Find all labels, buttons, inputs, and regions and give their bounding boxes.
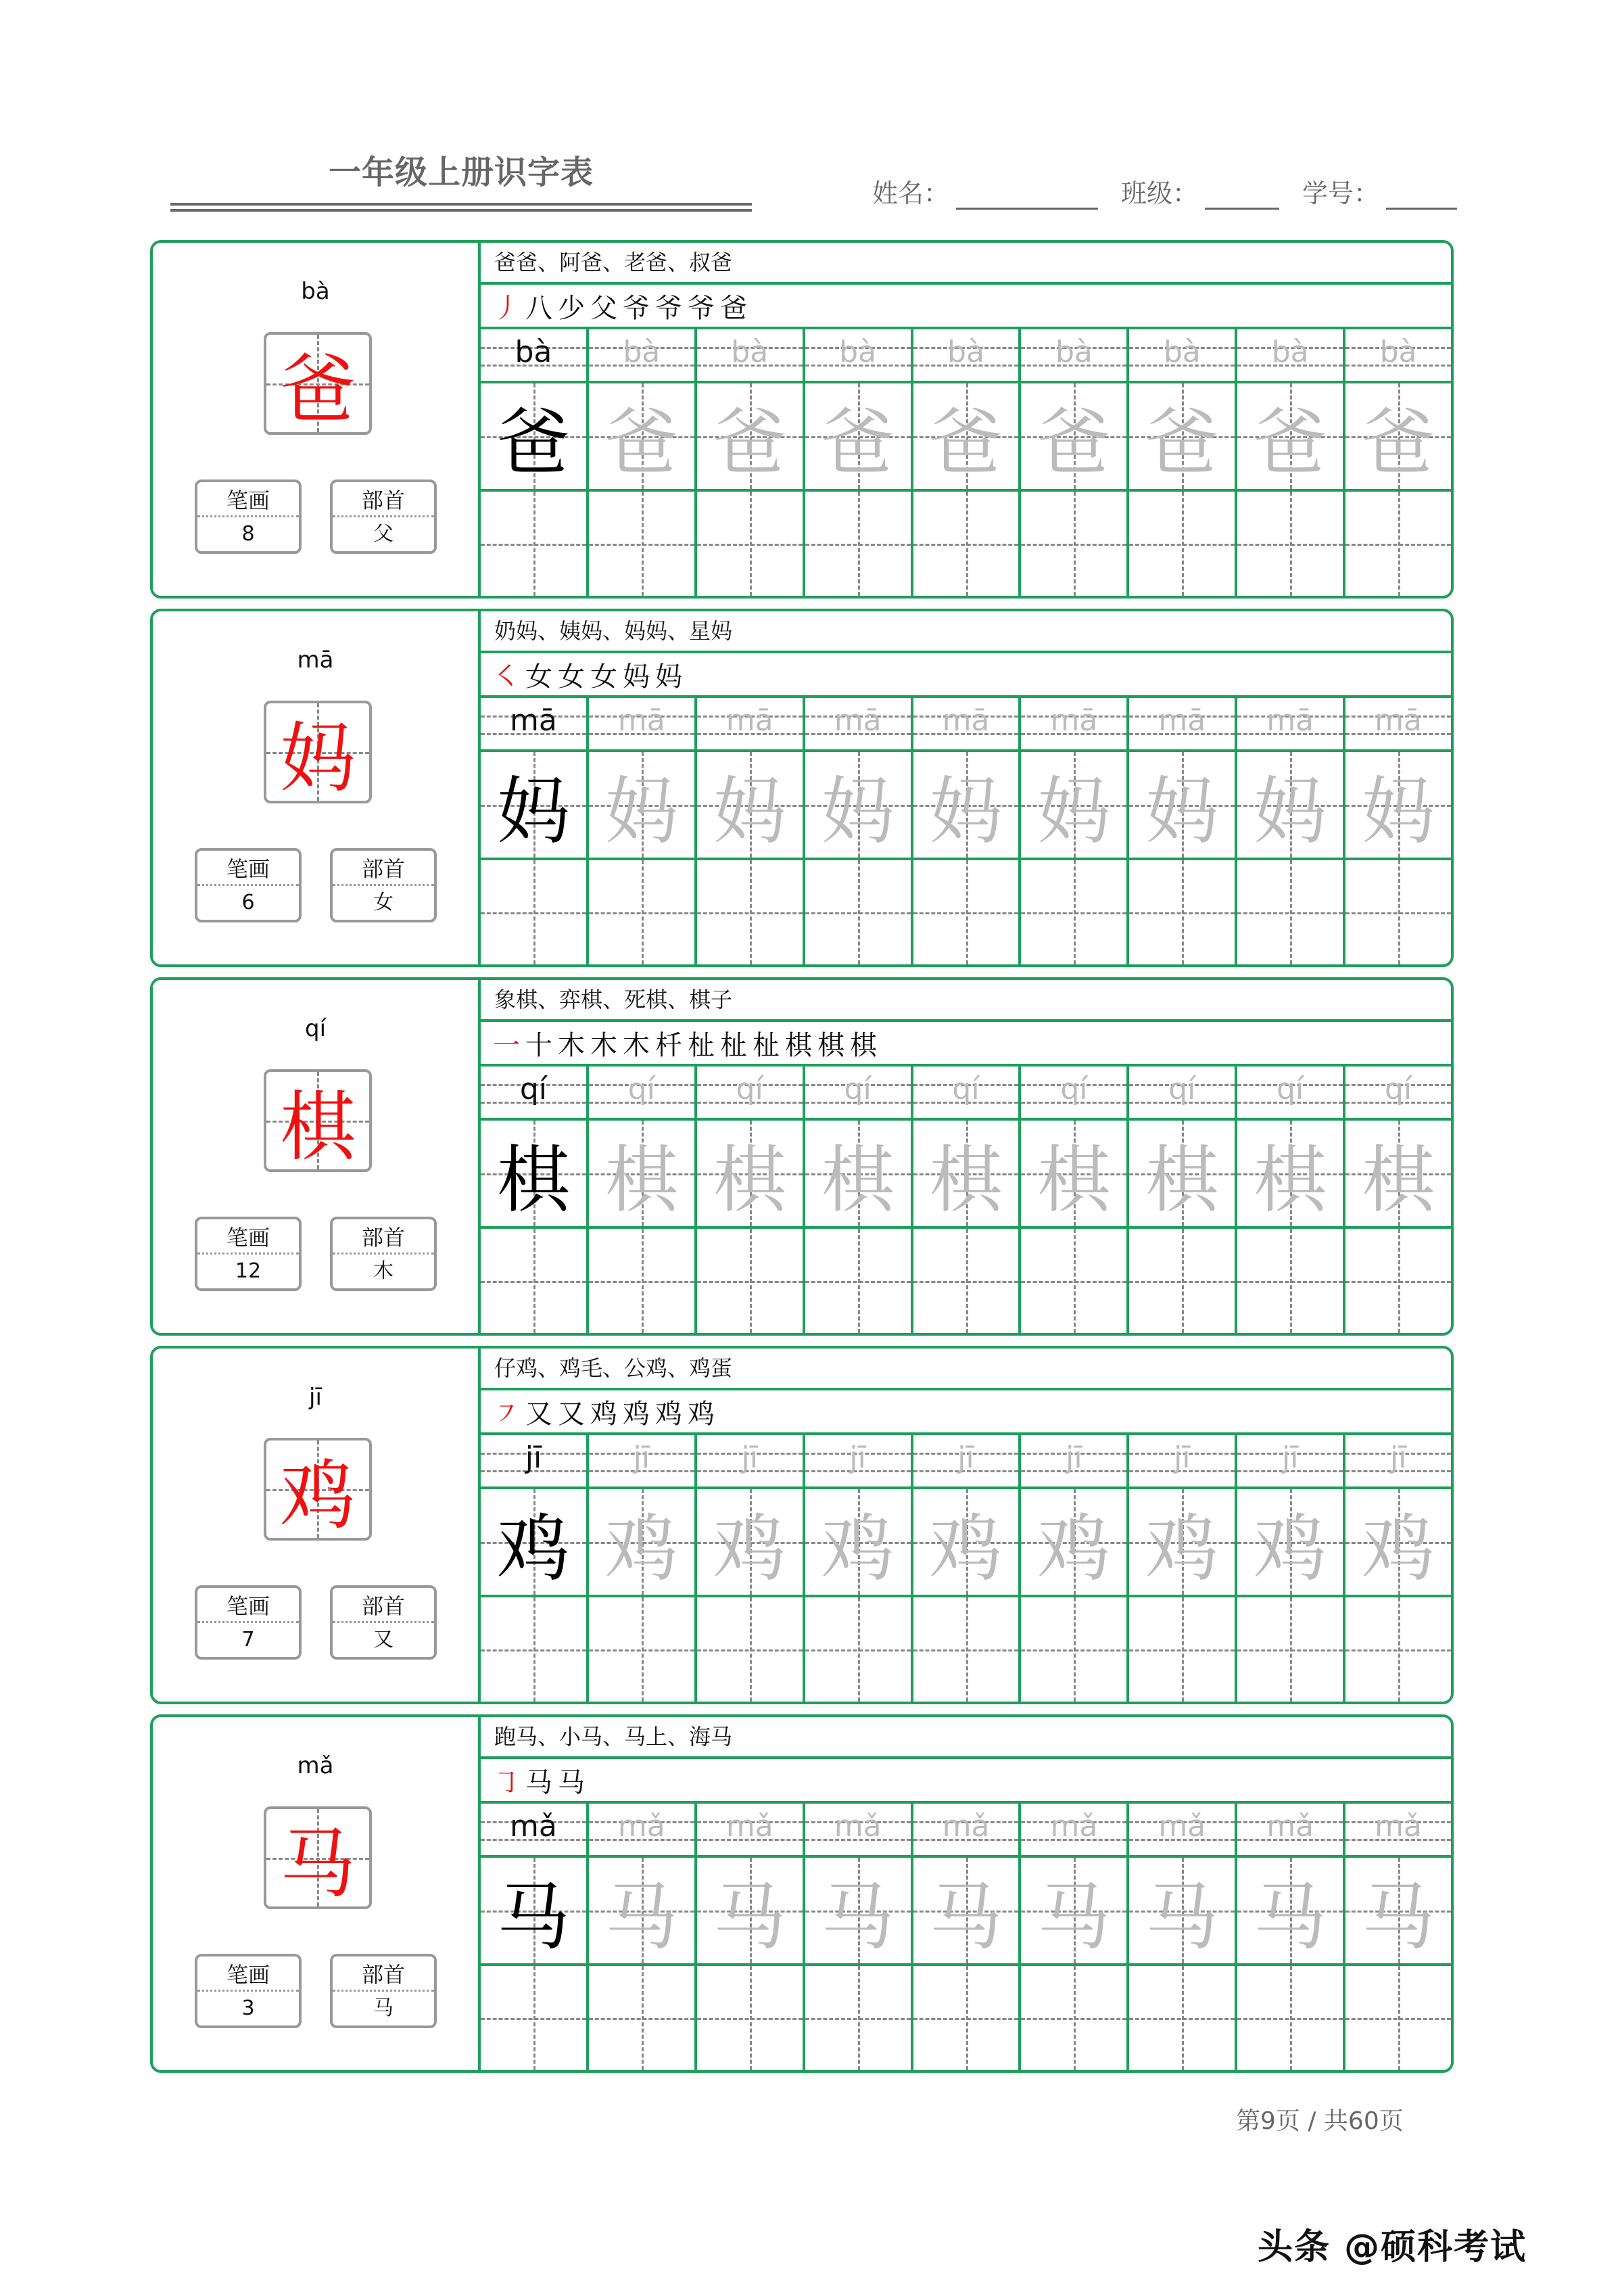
char-model-cell[interactable]: 棋 bbox=[481, 1121, 589, 1226]
char-trace-cell[interactable]: 棋 bbox=[805, 1121, 913, 1226]
pinyin-trace-cell[interactable]: bà bbox=[1021, 329, 1129, 381]
pinyin-model-cell[interactable]: mǎ bbox=[481, 1804, 589, 1855]
pinyin-trace-cell[interactable]: mǎ bbox=[1129, 1804, 1237, 1855]
char-trace-cell[interactable]: 鸡 bbox=[1129, 1489, 1237, 1595]
stroke-count-value: 12 bbox=[235, 1259, 262, 1283]
char-trace-cell[interactable]: 鸡 bbox=[805, 1489, 913, 1595]
stroke-step: 杫 bbox=[753, 1029, 780, 1061]
char-trace-cell[interactable]: 棋 bbox=[1129, 1121, 1237, 1226]
stroke-step: 杫 bbox=[720, 1029, 747, 1061]
pinyin-trace-cell[interactable]: mā bbox=[805, 698, 913, 749]
practice-panel bbox=[481, 1349, 1451, 1702]
char-trace-cell[interactable]: 马 bbox=[1345, 1858, 1451, 1963]
char-display-box bbox=[264, 1069, 372, 1172]
char-display-box bbox=[264, 1438, 372, 1541]
blank-practice-row bbox=[481, 492, 1451, 596]
char-pinyin: mā bbox=[297, 647, 334, 674]
radical-box bbox=[330, 848, 437, 922]
stroke-step: 丿 bbox=[493, 292, 520, 324]
pinyin-trace-cell[interactable]: mǎ bbox=[1021, 1804, 1129, 1855]
stroke-step: 又 bbox=[525, 1398, 552, 1430]
practice-cell[interactable] bbox=[589, 492, 697, 596]
pinyin-trace-cell[interactable]: mā bbox=[589, 698, 697, 749]
char-display: 鸡 bbox=[280, 1451, 356, 1540]
stroke-order-row bbox=[481, 1022, 1451, 1067]
radical-box bbox=[330, 1217, 437, 1291]
class-blank[interactable] bbox=[1205, 185, 1279, 210]
practice-cell[interactable] bbox=[1129, 1229, 1237, 1333]
stroke-step: 棋 bbox=[850, 1029, 877, 1061]
stroke-step: 妈 bbox=[623, 661, 650, 693]
pinyin-trace-cell[interactable]: mǎ bbox=[1345, 1804, 1451, 1855]
char-trace-cell[interactable]: 棋 bbox=[1237, 1121, 1345, 1226]
char-trace-cell[interactable]: 妈 bbox=[1237, 752, 1345, 858]
char-trace-cell[interactable]: 爸 bbox=[805, 383, 913, 489]
char-trace-cell[interactable]: 棋 bbox=[1345, 1121, 1451, 1226]
char-trace-cell[interactable]: 妈 bbox=[589, 752, 697, 858]
pinyin-row bbox=[481, 1067, 1451, 1121]
char-trace-cell[interactable]: 鸡 bbox=[1237, 1489, 1345, 1595]
practice-cell[interactable] bbox=[1021, 492, 1129, 596]
pinyin-trace-cell[interactable]: jī bbox=[1345, 1435, 1451, 1486]
pinyin-trace-cell[interactable]: mǎ bbox=[805, 1804, 913, 1855]
stroke-step: 木 bbox=[558, 1029, 585, 1061]
practice-cell[interactable] bbox=[589, 1229, 697, 1333]
pinyin-trace-cell[interactable]: jī bbox=[805, 1435, 913, 1486]
title-underline bbox=[170, 203, 752, 206]
name-field[interactable] bbox=[872, 172, 1098, 210]
pinyin-trace-cell[interactable]: mǎ bbox=[697, 1804, 805, 1855]
pinyin-trace-cell[interactable]: qí bbox=[1021, 1067, 1129, 1118]
stroke-step: 妈 bbox=[655, 661, 682, 693]
pinyin-trace-cell[interactable]: qí bbox=[1345, 1067, 1451, 1118]
blank-practice-row bbox=[481, 1966, 1451, 2070]
pinyin-model-cell[interactable]: bà bbox=[481, 329, 589, 381]
practice-cell[interactable] bbox=[1129, 492, 1237, 596]
char-trace-cell[interactable]: 爸 bbox=[1345, 383, 1451, 489]
student-number-label: 学号： bbox=[1302, 179, 1380, 208]
pinyin-row bbox=[481, 698, 1451, 752]
radical-label: 部首 bbox=[333, 1219, 434, 1255]
char-pinyin: jī bbox=[309, 1384, 322, 1411]
char-trace-cell[interactable]: 马 bbox=[1237, 1858, 1345, 1963]
stroke-step: 爷 bbox=[623, 292, 650, 324]
stroke-order-row bbox=[481, 1759, 1451, 1804]
blank-practice-row bbox=[481, 1597, 1451, 1702]
char-info-panel bbox=[153, 243, 481, 596]
stroke-step: 马 bbox=[558, 1766, 585, 1798]
stroke-count-value: 7 bbox=[241, 1628, 255, 1651]
pinyin-model-cell[interactable]: mā bbox=[481, 698, 589, 749]
title-block bbox=[170, 149, 752, 212]
pinyin-trace-cell[interactable]: jī bbox=[589, 1435, 697, 1486]
radical-value: 女 bbox=[373, 891, 394, 914]
class-field[interactable] bbox=[1121, 172, 1279, 210]
student-info-fields bbox=[872, 172, 1480, 210]
pinyin-trace-cell[interactable]: mā bbox=[1129, 698, 1237, 749]
char-trace-cell[interactable]: 妈 bbox=[1129, 752, 1237, 858]
student-number-blank[interactable] bbox=[1386, 185, 1457, 210]
stroke-step: 棋 bbox=[817, 1029, 844, 1061]
pinyin-trace-cell[interactable]: mā bbox=[1021, 698, 1129, 749]
char-trace-cell[interactable]: 棋 bbox=[913, 1121, 1022, 1226]
stroke-step: 少 bbox=[558, 292, 585, 324]
char-pinyin: mǎ bbox=[297, 1752, 334, 1779]
pinyin-trace-cell[interactable]: mǎ bbox=[589, 1804, 697, 1855]
char-trace-cell[interactable]: 棋 bbox=[589, 1121, 697, 1226]
stroke-count-box bbox=[195, 848, 302, 922]
pinyin-row bbox=[481, 329, 1451, 383]
stroke-step: ㇇ bbox=[493, 1398, 520, 1430]
radical-value: 父 bbox=[373, 522, 394, 546]
pinyin-trace-cell[interactable]: mā bbox=[1237, 698, 1345, 749]
stroke-order-row bbox=[481, 653, 1451, 698]
stroke-count-box bbox=[195, 1585, 302, 1660]
stroke-count-label: 笔画 bbox=[197, 851, 299, 886]
char-trace-cell[interactable]: 爸 bbox=[1021, 383, 1129, 489]
pinyin-trace-cell[interactable]: bà bbox=[805, 329, 913, 381]
character-cards bbox=[150, 240, 1454, 2083]
practice-cell[interactable] bbox=[481, 492, 589, 596]
stroke-step: 棋 bbox=[785, 1029, 812, 1061]
practice-cell[interactable] bbox=[1345, 492, 1451, 596]
pinyin-trace-cell[interactable]: qí bbox=[913, 1067, 1022, 1118]
stroke-step: 木 bbox=[623, 1029, 650, 1061]
pinyin-row bbox=[481, 1804, 1451, 1858]
pinyin-trace-cell[interactable]: bà bbox=[913, 329, 1022, 381]
char-info-panel bbox=[153, 1349, 481, 1702]
char-display: 马 bbox=[280, 1820, 356, 1908]
char-trace-cell[interactable]: 棋 bbox=[1021, 1121, 1129, 1226]
char-trace-row bbox=[481, 1858, 1451, 1966]
practice-cell[interactable] bbox=[1237, 492, 1345, 596]
practice-cell[interactable] bbox=[1237, 1966, 1345, 2070]
practice-cell[interactable] bbox=[697, 1966, 805, 2070]
char-model-cell[interactable]: 爸 bbox=[481, 383, 589, 489]
radical-box bbox=[330, 1954, 437, 2028]
char-trace-cell[interactable]: 鸡 bbox=[589, 1489, 697, 1595]
example-words: 仔鸡、鸡毛、公鸡、鸡蛋 bbox=[481, 1349, 1451, 1390]
stroke-step: 爸 bbox=[720, 292, 747, 324]
radical-value: 木 bbox=[373, 1259, 394, 1283]
stroke-step: ㇆ bbox=[493, 1766, 520, 1798]
radical-box bbox=[330, 1585, 437, 1660]
pinyin-trace-cell[interactable]: jī bbox=[1129, 1435, 1237, 1486]
stroke-step: ㇛ bbox=[493, 661, 520, 693]
radical-label: 部首 bbox=[333, 1957, 434, 1992]
practice-cell[interactable] bbox=[913, 1597, 1022, 1702]
char-trace-cell[interactable]: 马 bbox=[697, 1858, 805, 1963]
practice-cell[interactable] bbox=[1237, 1597, 1345, 1702]
practice-cell[interactable] bbox=[1237, 1229, 1345, 1333]
pinyin-trace-cell[interactable]: mā bbox=[913, 698, 1022, 749]
stroke-count-box bbox=[195, 1217, 302, 1291]
char-model-cell[interactable]: 马 bbox=[481, 1858, 589, 1963]
practice-cell[interactable] bbox=[913, 860, 1022, 964]
watermark: 头条 @硕科考试 bbox=[1258, 2227, 1527, 2268]
char-trace-cell[interactable]: 妈 bbox=[1021, 752, 1129, 858]
practice-cell[interactable] bbox=[805, 1229, 913, 1333]
char-info-panel bbox=[153, 980, 481, 1333]
pinyin-model-cell[interactable]: jī bbox=[481, 1435, 589, 1486]
practice-cell[interactable] bbox=[481, 1229, 589, 1333]
stroke-step: 杫 bbox=[688, 1029, 715, 1061]
pinyin-trace-cell[interactable]: mā bbox=[1345, 698, 1451, 749]
stroke-step: 八 bbox=[525, 292, 552, 324]
radical-label: 部首 bbox=[333, 1588, 434, 1623]
stroke-step: 马 bbox=[525, 1766, 552, 1798]
char-trace-cell[interactable]: 爸 bbox=[697, 383, 805, 489]
stroke-step: 爷 bbox=[688, 292, 715, 324]
stroke-count-label: 笔画 bbox=[197, 1588, 299, 1623]
char-model-cell[interactable]: 鸡 bbox=[481, 1489, 589, 1595]
example-words: 象棋、弈棋、死棋、棋子 bbox=[481, 980, 1451, 1022]
stroke-step: 一 bbox=[493, 1029, 520, 1061]
char-trace-cell[interactable]: 爸 bbox=[1129, 383, 1237, 489]
practice-cell[interactable] bbox=[481, 860, 589, 964]
char-info-panel bbox=[153, 611, 481, 964]
page-title: 一年级上册识字表 bbox=[328, 154, 594, 191]
pinyin-trace-cell[interactable]: jī bbox=[1021, 1435, 1129, 1486]
char-trace-cell[interactable]: 马 bbox=[589, 1858, 697, 1963]
char-trace-cell[interactable]: 棋 bbox=[697, 1121, 805, 1226]
stroke-step: 女 bbox=[558, 661, 585, 693]
char-display: 妈 bbox=[280, 714, 356, 803]
practice-cell[interactable] bbox=[697, 1229, 805, 1333]
stroke-step: 爷 bbox=[655, 292, 682, 324]
name-blank[interactable] bbox=[956, 185, 1098, 210]
char-trace-cell[interactable]: 马 bbox=[805, 1858, 913, 1963]
practice-panel bbox=[481, 611, 1451, 964]
radical-value: 马 bbox=[373, 1996, 394, 2020]
stroke-step: 女 bbox=[590, 661, 617, 693]
char-trace-cell[interactable]: 妈 bbox=[913, 752, 1022, 858]
practice-cell[interactable] bbox=[1129, 1597, 1237, 1702]
practice-cell[interactable] bbox=[1345, 1229, 1451, 1333]
radical-box bbox=[330, 479, 437, 554]
stroke-step: 女 bbox=[525, 661, 552, 693]
character-card bbox=[150, 1346, 1454, 1704]
char-trace-cell[interactable]: 爸 bbox=[913, 383, 1022, 489]
stroke-order-row bbox=[481, 285, 1451, 329]
pinyin-trace-cell[interactable]: jī bbox=[913, 1435, 1022, 1486]
practice-cell[interactable] bbox=[1345, 1597, 1451, 1702]
char-pinyin: qí bbox=[304, 1015, 327, 1042]
stroke-step: 鸡 bbox=[623, 1398, 650, 1430]
pinyin-trace-cell[interactable]: qí bbox=[589, 1067, 697, 1118]
char-trace-row bbox=[481, 1489, 1451, 1597]
char-trace-row bbox=[481, 1121, 1451, 1229]
char-trace-row bbox=[481, 383, 1451, 492]
char-trace-cell[interactable]: 鸡 bbox=[1021, 1489, 1129, 1595]
char-display-box bbox=[264, 701, 372, 803]
practice-cell[interactable] bbox=[805, 860, 913, 964]
stroke-step: 鸡 bbox=[590, 1398, 617, 1430]
example-words: 奶妈、姨妈、妈妈、星妈 bbox=[481, 611, 1451, 653]
practice-cell[interactable] bbox=[589, 1597, 697, 1702]
practice-cell[interactable] bbox=[1129, 860, 1237, 964]
practice-cell[interactable] bbox=[697, 860, 805, 964]
stroke-order-row bbox=[481, 1390, 1451, 1435]
stroke-step: 又 bbox=[558, 1398, 585, 1430]
char-trace-cell[interactable]: 爸 bbox=[589, 383, 697, 489]
stroke-count-box bbox=[195, 1954, 302, 2028]
practice-cell[interactable] bbox=[1021, 1966, 1129, 2070]
pinyin-trace-cell[interactable]: qí bbox=[1129, 1067, 1237, 1118]
practice-cell[interactable] bbox=[1345, 860, 1451, 964]
char-trace-cell[interactable]: 妈 bbox=[697, 752, 805, 858]
char-info-panel bbox=[153, 1717, 481, 2070]
pinyin-trace-cell[interactable]: mǎ bbox=[913, 1804, 1022, 1855]
practice-panel bbox=[481, 980, 1451, 1333]
character-card bbox=[150, 240, 1454, 599]
practice-panel bbox=[481, 243, 1451, 596]
char-trace-cell[interactable]: 鸡 bbox=[1345, 1489, 1451, 1595]
pinyin-trace-cell[interactable]: bà bbox=[1345, 329, 1451, 381]
practice-cell[interactable] bbox=[805, 492, 913, 596]
example-words: 爸爸、阿爸、老爸、叔爸 bbox=[481, 243, 1451, 285]
char-trace-cell[interactable]: 马 bbox=[1021, 1858, 1129, 1963]
title-underline-second bbox=[170, 209, 752, 212]
pinyin-trace-cell[interactable]: bà bbox=[1237, 329, 1345, 381]
char-trace-cell[interactable]: 鸡 bbox=[913, 1489, 1022, 1595]
stroke-count-label: 笔画 bbox=[197, 1957, 299, 1992]
stroke-step: 杄 bbox=[655, 1029, 682, 1061]
stroke-count-label: 笔画 bbox=[197, 482, 299, 517]
practice-cell[interactable] bbox=[1021, 860, 1129, 964]
example-words: 跑马、小马、马上、海马 bbox=[481, 1717, 1451, 1759]
pinyin-trace-cell[interactable]: qí bbox=[805, 1067, 913, 1118]
page-indicator: 第9页 / 共60页 bbox=[1236, 2107, 1404, 2135]
pinyin-trace-cell[interactable]: mā bbox=[697, 698, 805, 749]
practice-cell[interactable] bbox=[913, 1966, 1022, 2070]
stroke-count-box bbox=[195, 479, 302, 554]
stroke-step: 木 bbox=[590, 1029, 617, 1061]
practice-cell[interactable] bbox=[697, 1597, 805, 1702]
char-trace-cell[interactable]: 妈 bbox=[805, 752, 913, 858]
pinyin-model-cell[interactable]: qí bbox=[481, 1067, 589, 1118]
class-label: 班级： bbox=[1121, 179, 1199, 208]
stroke-step: 鸡 bbox=[688, 1398, 715, 1430]
stroke-step: 十 bbox=[525, 1029, 552, 1061]
pinyin-trace-cell[interactable]: qí bbox=[1237, 1067, 1345, 1118]
blank-practice-row bbox=[481, 1229, 1451, 1333]
practice-cell[interactable] bbox=[805, 1597, 913, 1702]
practice-cell[interactable] bbox=[1237, 860, 1345, 964]
radical-value: 又 bbox=[373, 1628, 394, 1651]
pinyin-trace-cell[interactable]: bà bbox=[1129, 329, 1237, 381]
char-trace-cell[interactable]: 妈 bbox=[1345, 752, 1451, 858]
blank-practice-row bbox=[481, 860, 1451, 964]
char-trace-cell[interactable]: 鸡 bbox=[697, 1489, 805, 1595]
character-card bbox=[150, 977, 1454, 1336]
char-trace-cell[interactable]: 马 bbox=[913, 1858, 1022, 1963]
char-display: 棋 bbox=[280, 1083, 356, 1171]
stroke-count-value: 3 bbox=[241, 1996, 255, 2020]
practice-cell[interactable] bbox=[1345, 1966, 1451, 2070]
practice-cell[interactable] bbox=[913, 492, 1022, 596]
practice-cell[interactable] bbox=[589, 860, 697, 964]
practice-panel bbox=[481, 1717, 1451, 2070]
char-model-cell[interactable]: 妈 bbox=[481, 752, 589, 858]
practice-cell[interactable] bbox=[805, 1966, 913, 2070]
character-card bbox=[150, 1714, 1454, 2073]
practice-cell[interactable] bbox=[481, 1597, 589, 1702]
pinyin-trace-cell[interactable]: jī bbox=[697, 1435, 805, 1486]
char-display: 爸 bbox=[280, 346, 356, 434]
practice-cell[interactable] bbox=[481, 1966, 589, 2070]
stroke-count-label: 笔画 bbox=[197, 1219, 299, 1255]
character-card bbox=[150, 609, 1454, 967]
char-pinyin: bà bbox=[301, 278, 330, 305]
pinyin-trace-cell[interactable]: qí bbox=[697, 1067, 805, 1118]
stroke-step: 父 bbox=[590, 292, 617, 324]
stroke-step: 鸡 bbox=[655, 1398, 682, 1430]
pinyin-trace-cell[interactable]: jī bbox=[1237, 1435, 1345, 1486]
radical-label: 部首 bbox=[333, 482, 434, 517]
practice-cell[interactable] bbox=[1129, 1966, 1237, 2070]
radical-label: 部首 bbox=[333, 851, 434, 886]
student-number-field[interactable] bbox=[1302, 172, 1457, 210]
pinyin-trace-cell[interactable]: bà bbox=[697, 329, 805, 381]
pinyin-trace-cell[interactable]: bà bbox=[589, 329, 697, 381]
pinyin-trace-cell[interactable]: mǎ bbox=[1237, 1804, 1345, 1855]
char-trace-cell[interactable]: 马 bbox=[1129, 1858, 1237, 1963]
stroke-count-value: 8 bbox=[241, 522, 255, 546]
practice-cell[interactable] bbox=[697, 492, 805, 596]
char-trace-cell[interactable]: 爸 bbox=[1237, 383, 1345, 489]
char-trace-row bbox=[481, 752, 1451, 860]
pinyin-row bbox=[481, 1435, 1451, 1489]
char-display-box bbox=[264, 332, 372, 435]
practice-cell[interactable] bbox=[1021, 1597, 1129, 1702]
name-label: 姓名： bbox=[872, 179, 950, 208]
char-display-box bbox=[264, 1806, 372, 1909]
practice-cell[interactable] bbox=[913, 1229, 1022, 1333]
stroke-count-value: 6 bbox=[241, 891, 255, 914]
practice-cell[interactable] bbox=[1021, 1229, 1129, 1333]
practice-cell[interactable] bbox=[589, 1966, 697, 2070]
